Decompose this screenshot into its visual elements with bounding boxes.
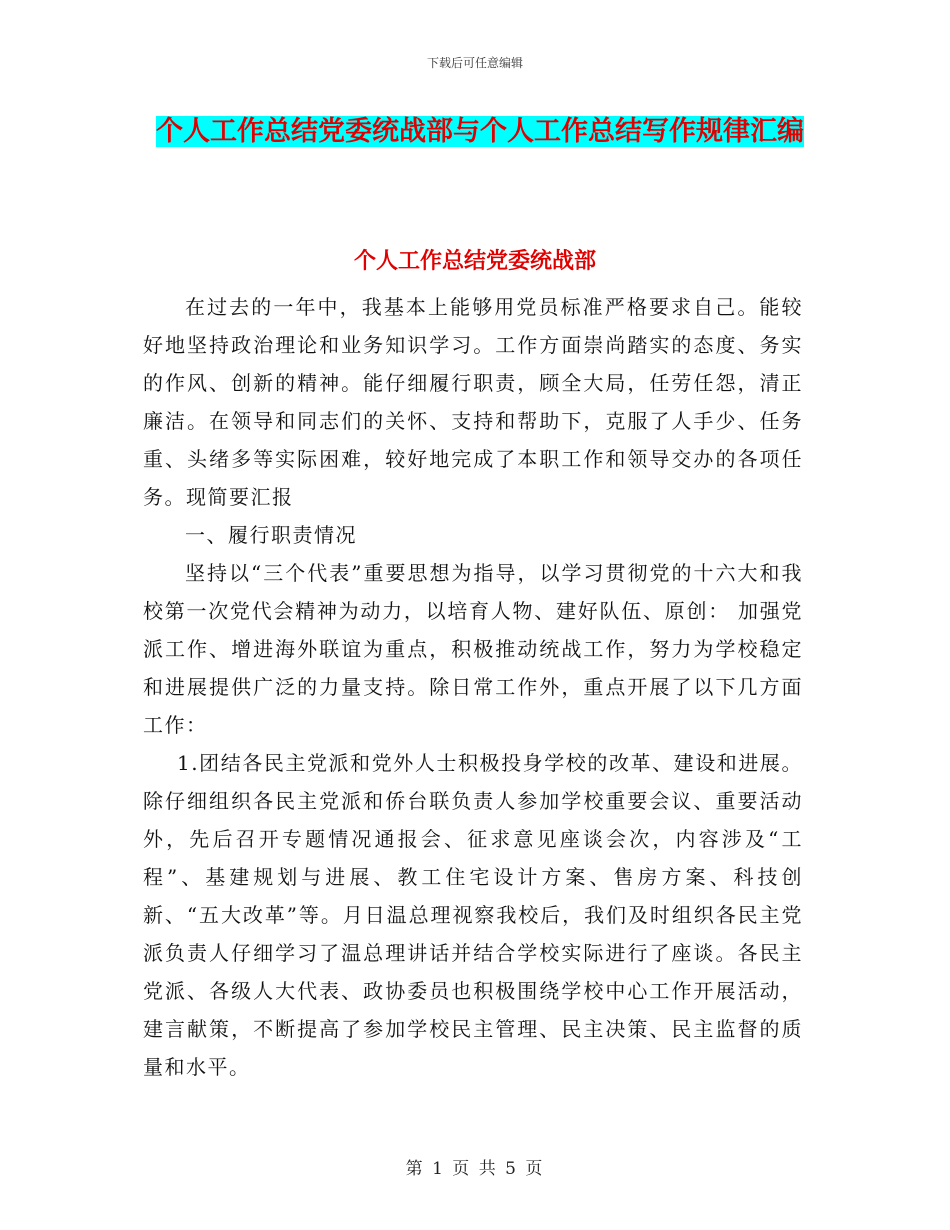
document-main-title [140, 108, 820, 156]
page-number-footer: 第 1 页 共 5 页 [405, 1159, 545, 1179]
main-title-text: 个人工作总结党委统战部与个人工作总结写作规律汇编 [156, 116, 804, 147]
body-paragraph: 1.团结各民主党派和党外人士积极投身学校的改革、建设和进展。除仔细组织各民主党派和侨台联负责人参加学校重要会议、重要活动外，先后召开专题情况通报会、征求意见座谈会次，内容涉及“工程”、基建规划与进展、教工住宅设计方案、售房方案、科技创新、“五大改革”等。月日温总理视察我校后，我们及时组织各民主党派负责人仔细学习了温总理讲话并结合学校实际进行了座谈。各民主党派、各级人大代表、政协委员也积极围绕学校中心工作开展活动，建言献策，不断提高了参加学校民主管理、民主决策、民主监督的质量和水平。 [143, 751, 803, 1079]
body-paragraph: 一、履行职责情况 [185, 523, 357, 547]
body-paragraph: 在过去的一年中，我基本上能够用党员标准严格要求自己。能较好地坚持政治理论和业务知识学习。工作方面崇尚踏实的态度、务实的作风、创新的精神。能仔细履行职责，顾全大局，任劳任怨，清正廉洁。在领导和同志们的关怀、支持和帮助下，克服了人手少、任务重、头绪多等实际困难，较好地完成了本职工作和领导交办的各项任务。现简要汇报 [143, 295, 803, 509]
header-note: 下载后可任意编辑 [426, 56, 523, 70]
body-paragraph: 坚持以“三个代表”重要思想为指导，以学习贯彻党的十六大和我校第一次党代会精神为动力，以培育人物、建好队伍、原创： 加强党派工作、增进海外联谊为重点，积极推动统战工作，努力为学校稳定和进展提供广泛的力量支持。除日常工作外，重点开展了以下几方面工作： [143, 561, 803, 737]
document-body [143, 288, 803, 1086]
section-title: 个人工作总结党委统战部 [353, 249, 596, 274]
